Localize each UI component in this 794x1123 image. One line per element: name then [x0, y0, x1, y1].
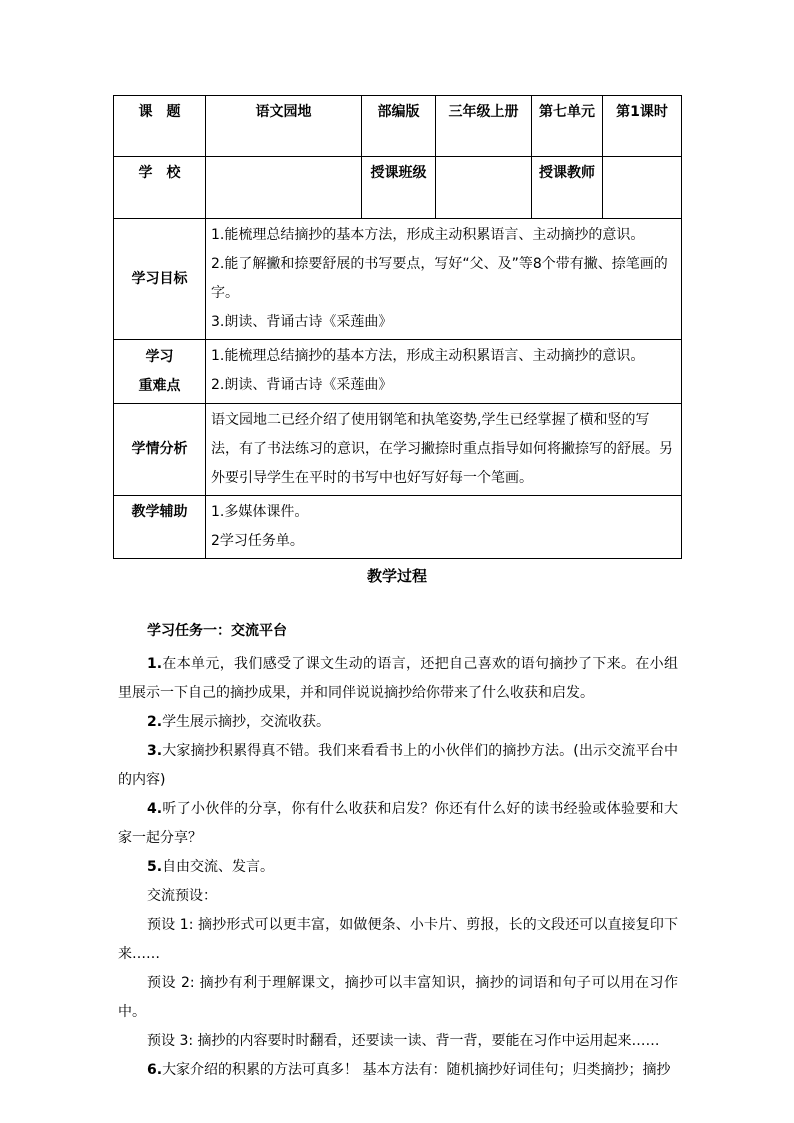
- goals-label: 学习目标: [114, 219, 206, 340]
- process-title: 教学过程: [366, 567, 427, 585]
- step-item: 4.听了小伙伴的分享，你有什么收获和启发？你还有什么好的读书经验或体验要和大家一起分享？: [118, 801, 678, 846]
- aids-label: 教学辅助: [114, 496, 206, 559]
- class-value: [436, 157, 532, 219]
- table-row: [114, 96, 682, 157]
- lesson-info-table: [113, 95, 682, 559]
- period: 第1课时: [603, 96, 682, 157]
- table-row: [114, 340, 682, 404]
- preset-item: 预设 3: 摘抄的内容要时时翻看，还要读一读、背一背，要能在习作中运用起来……: [147, 1033, 660, 1049]
- preset-item: 预设 1: 摘抄形式可以更丰富，如做便条、小卡片、剪报，长的文段还可以直接复印下来……: [118, 917, 678, 962]
- key-point-item: 1.能梳理总结摘抄的基本方法，形成主动积累语言、主动摘抄的意识。: [211, 348, 645, 364]
- table-row: [114, 404, 682, 496]
- course-name: 语文园地: [206, 96, 362, 157]
- step-item: 1.在本单元，我们感受了课文生动的语言，还把自己喜欢的语句摘抄了下来。在小组里展示一下自己的摘抄成果，并和同伴说说摘抄给你带来了什么收获和启发。: [118, 656, 678, 701]
- school-value: [206, 157, 362, 219]
- goal-item: 1.能梳理总结摘抄的基本方法，形成主动积累语言、主动摘抄的意识。: [211, 227, 645, 243]
- goal-item: 2.能了解撇和捺要舒展的书写要点，写好“父、及”等8个带有撇、捺笔画的字。: [211, 256, 668, 301]
- aid-item: 1.多媒体课件。: [211, 504, 309, 520]
- school-label: 学 校: [114, 157, 206, 219]
- step-item: 2.学生展示摘抄，交流收获。: [147, 714, 331, 730]
- table-row: [114, 157, 682, 219]
- preset-item: 预设 2: 摘抄有利于理解课文，摘抄可以丰富知识，摘抄的词语和句子可以用在习作中。: [118, 975, 679, 1020]
- step-item: 5.自由交流、发言。: [147, 859, 275, 875]
- teacher-value: [603, 157, 682, 219]
- teacher-label: 授课教师: [532, 157, 603, 219]
- process-body: [118, 617, 678, 1085]
- unit: 第七单元: [532, 96, 603, 157]
- goals-content: [206, 219, 682, 340]
- aid-item: 2学习任务单。: [211, 533, 304, 549]
- analysis-label: 学情分析: [114, 404, 206, 496]
- analysis-content: 语文园地二已经介绍了使用钢笔和执笔姿势,学生已经掌握了横和竖的写法，有了书法练习的意识，在学习撇捺时重点指导如何将撇捺写的舒展。另外要引导学生在平时的书写中也好写好每一个笔画。: [206, 404, 682, 496]
- preset-title: 交流预设：: [147, 888, 217, 904]
- table-row: [114, 219, 682, 340]
- table-row: [114, 496, 682, 559]
- key-point-item: 2.朗读、背诵古诗《采莲曲》: [211, 377, 393, 393]
- step-item: 3.大家摘抄积累得真不错。我们来看看书上的小伙伴们的摘抄方法。(出示交流平台中的内容): [118, 743, 678, 788]
- topic-label: 课 题: [114, 96, 206, 157]
- grade: 三年级上册: [436, 96, 532, 157]
- step-item: 6.大家介绍的积累的方法可真多！ 基本方法有：随机摘抄好词佳句；归类摘抄；摘抄: [147, 1062, 671, 1078]
- aids-content: [206, 496, 682, 559]
- class-label: 授课班级: [362, 157, 436, 219]
- goal-item: 3.朗读、背诵古诗《采莲曲》: [211, 314, 393, 330]
- key-points-label: 学习 重难点: [114, 340, 206, 404]
- task-heading: 学习任务一：交流平台: [147, 623, 287, 639]
- edition: 部编版: [362, 96, 436, 157]
- key-points-content: [206, 340, 682, 404]
